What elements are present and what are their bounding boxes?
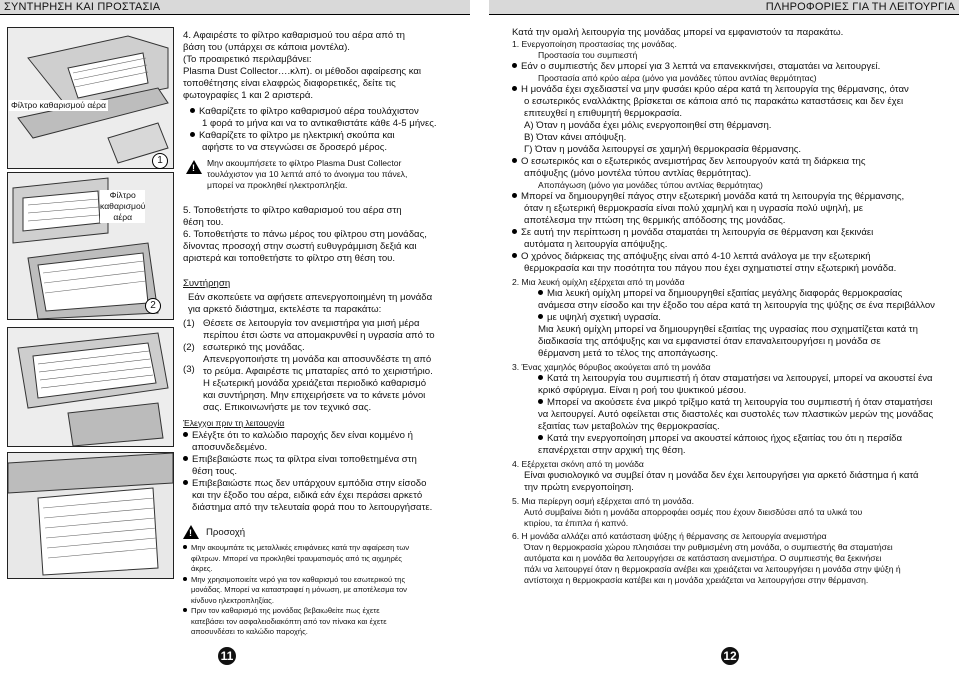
bullet-icon (190, 108, 195, 113)
bullet-text: Ο χρόνος διάρκειας της απόψυξης είναι από 4-10 λεπτά ανάλογα με την εξωτερική (521, 251, 871, 262)
bullet-text: κρικό σφύριγμα. Είναι η ροή του ψυκτικού μέσου. (538, 385, 747, 396)
label-air-filter-2-line2: καθαρισμού (100, 201, 146, 211)
section-1-title: 1. Ενεργοποίηση προστασίας της μονάδας. (512, 39, 677, 49)
maintenance-intro-line: Εάν σκοπεύετε να αφήσετε απενεργοποιημένη τη μονάδα (188, 292, 433, 303)
section-6-text: αυτόματα και η μονάδα θα λειτουργήσει σε κατάσταση ανεμιστήρα. Ο συμπιεστής θα ξεκινήσει (524, 553, 882, 563)
bullet-icon (183, 545, 187, 549)
label-air-filter-1: Φίλτρο καθαρισμού αέρα (11, 100, 106, 110)
bullet-text: Κατά την ενεργοποίηση μπορεί να ακουστεί κάποιος ήχος εξαιτίας του ότι η περσίδα (547, 433, 903, 444)
bullet-icon (183, 456, 188, 461)
step-5 (183, 205, 458, 229)
step-6-line: αριστερά και τοποθετήστε το φίλτρο στη θέση του. (183, 253, 396, 264)
step-4-line: βάση του (υπάρχει σε κάποια μοντέλα). (183, 42, 350, 53)
pre-operation-checks (183, 430, 468, 514)
maintenance-line: σας. Επικοινωνήστε με τον τεχνικό σας. (203, 402, 372, 413)
section-6-text: Όταν η θερμοκρασία χώρου πλησιάσει την ρυθμισμένη στη μονάδα, ο συμπιεστής θα σταματήσει (524, 542, 893, 552)
list-item: Β) Όταν κάνει απόψυξη. (524, 132, 627, 143)
bullet-icon (183, 577, 187, 581)
caution-text: Πριν τον καθαρισμό της μονάδας βεβαιωθείτε πως έχετε (191, 606, 380, 615)
bullet-icon (512, 158, 517, 163)
bullet-text: αφήστε το να στεγνώσει σε δροσερό μέρος. (202, 142, 388, 153)
bullet-text: Μια λευκή ομίχλη μπορεί να δημιουργηθεί εξαιτίας μεγάλης διαφοράς θερμοκρασίας (547, 288, 903, 299)
maintenance-num-3: (3) (183, 364, 195, 375)
section-5-text: κτιρίου, τα έπιπλα ή καπνό. (524, 518, 629, 528)
bullet-text: ο εσωτερικός εναλλάκτης βρίσκεται σε κάποια από τις παρακάτω καταστάσεις και δεν έχει (524, 96, 904, 107)
step-4-line: τοποθέτησης είναι ελαφρώς διαφορετικές, δείτε τις (183, 78, 396, 89)
check-text: αποσυνδεδεμένο. (192, 442, 268, 453)
maintenance-num-2: (2) (183, 342, 195, 353)
check-text: Επιβεβαιώστε πως τα φίλτρα είναι τοποθετημένα στη (192, 454, 417, 465)
bullet-text: απόψυξης (μόνο μοντέλα τύπου αντλίας θερμότητας). (524, 168, 752, 179)
maintenance-line: Θέσετε σε λειτουργία τον ανεμιστήρα για μισή μέρα (203, 318, 420, 329)
bullet-text: Μπορεί να ακούσετε ένα μικρό τρίξιμο κατά τη λειτουργία του συμπιεστή ή όταν σταματήσει (547, 397, 933, 408)
maintenance-intro (188, 292, 468, 316)
bullet-text: αποτέλεσμα την πτώση της θερμικής απόδοσης της μονάδας. (524, 215, 786, 226)
maintenance-steps (203, 318, 473, 414)
bullet-text: ανάμεσα στην είσοδο και την έξοδο του αέρα κατά τη λειτουργία της ψύξης σε ένα περιβάλλον (538, 300, 935, 311)
step-5-line: θέση του. (183, 217, 224, 228)
check-text: Ελέγξτε ότι το καλώδιο παροχής δεν είναι κομμένο ή (192, 430, 413, 441)
bullet-text: εξαιτίας των μεταβολών της θερμοκρασίας. (538, 421, 720, 432)
right-page-header: ΠΛΗΡΟΦΟΡΙΕΣ ΓΙΑ ΤΗ ΛΕΙΤΟΥΡΓΙΑ (489, 0, 959, 14)
step-6 (183, 229, 463, 265)
warning-line: τουλάχιστον για 10 λεπτά από το άνοιγμα του πάνελ, (207, 169, 408, 179)
right-header-rule (489, 14, 959, 15)
bullet-text: αυτόματα η λειτουργία απόψυξης. (524, 239, 668, 250)
bullet-icon (183, 480, 188, 485)
bullet-icon (190, 132, 195, 137)
bullet-text: Η μονάδα έχει σχεδιαστεί να μην φυσάει κρύο αέρα κατά τη λειτουργία της θέρμανσης, όταν (521, 84, 909, 95)
list-item: Γ) Όταν η μονάδα λειτουργεί σε χαμηλή θερμοκρασία θέρμανσης. (524, 144, 802, 155)
bullet-text: επανέρχεται στην αρχική της θέση. (538, 445, 686, 456)
warning-line: μπορεί να προκληθεί ηλεκτροπληξία. (207, 180, 348, 190)
bullet-icon (512, 229, 517, 234)
bullet-text: θερμοκρασία και την ποσότητα του πάγου που έχει σχηματιστεί στην εξωτερική μονάδα. (524, 263, 897, 274)
figure-number-2: 2 (145, 298, 161, 314)
left-page-header: ΣΥΝΤΗΡΗΣΗ ΚΑΙ ΠΡΟΣΤΑΣΙΑ (0, 0, 470, 14)
bullet-icon (538, 435, 543, 440)
label-air-filter-2-line1: Φίλτρο (109, 190, 136, 200)
maintenance-line: περίπου έτσι ώστε να απομακρυνθεί η υγρασία από το (203, 330, 435, 341)
section-2-title: 2. Μια λευκή ομίχλη εξέρχεται από τη μονάδα (512, 277, 685, 287)
section-4-title: 4. Εξέρχεται σκόνη από τη μονάδα (512, 459, 644, 469)
list-item: Α) Όταν η μονάδα έχει μόλις ενεργοποιηθεί στη θέρμανση. (524, 120, 772, 131)
check-text: και την έξοδο του αέρα, ειδικά εάν έχει περάσει αρκετό (192, 490, 423, 501)
section-6-title: 6. Η μονάδα αλλάζει από κατάσταση ψύξης ή θέρμανσης σε λειτουργία ανεμιστήρα (512, 531, 827, 541)
right-page-content (512, 27, 952, 586)
bullet-icon (512, 193, 517, 198)
step-5-line: 5. Τοποθετήστε το φίλτρο καθαρισμού του αέρα στη (183, 205, 402, 216)
bullet-text: θέρμανση μετά το τέλος της αποπάγωσης. (538, 348, 719, 359)
figure-number-1: 1 (152, 153, 168, 169)
bullet-text: Μπορεί να δημιουργηθεί πάγος στην εξωτερική μονάδα κατά τη λειτουργία της θέρμανσης, (521, 191, 905, 202)
warning-plasma (207, 158, 462, 191)
maintenance-line: και συντήρηση. Μην επιχειρήσετε να το κάνετε μόνοι (203, 390, 426, 401)
section-5-text: Αυτό συμβαίνει διότι η μονάδα απορροφάει οσμές που έχουν διεισδύσει από τα υλικά του (524, 507, 863, 517)
label-air-filter-2 (100, 190, 145, 223)
maintenance-line: εσωτερικό της μονάδας. (203, 342, 305, 353)
bullet-icon (183, 432, 188, 437)
figure-filter-detail (7, 327, 174, 447)
intro-text: Κατά την ομαλή λειτουργία της μονάδας μπορεί να εμφανιστούν τα παρακάτω. (512, 27, 844, 38)
bullet-icon (538, 375, 543, 380)
warning-icon (186, 160, 202, 179)
bullet-text: Καθαρίζετε το φίλτρο με ηλεκτρική σκούπα και (199, 130, 395, 141)
bullet-icon (512, 63, 517, 68)
step-4 (183, 30, 453, 102)
step-4-line: φωτογραφίες 1 και 2 αριστερά. (183, 90, 314, 101)
maintenance-num-1: (1) (183, 318, 195, 329)
step-4-line: (Το προαιρετικό περιλαμβάνει: (183, 54, 312, 65)
label-air-filter-2-line3: αέρα (113, 212, 133, 222)
section-5-title: 5. Μια περίεργη οσμή εξέρχεται από τη μονάδα. (512, 496, 694, 506)
caution-text: αποσυνδέσει το καλώδιο παροχής. (191, 627, 308, 636)
caution-text: κίνδυνο ηλεκτροπληξίας. (191, 595, 274, 605)
bullet-text: με υψηλή σχετική υγρασία. (547, 312, 661, 323)
check-text: διάστημα από την τελευταία φορά που το λειτουργήσατε. (192, 502, 433, 513)
pre-operation-checks-title: Έλεγχοι πριν τη λειτουργία (183, 418, 285, 428)
maintenance-line: Απενεργοποιήστε τη μονάδα και αποσυνδέστε τη από (203, 354, 432, 365)
bullet-icon (183, 608, 187, 612)
bullet-text: να λειτουργεί. Αυτό οφείλεται στις διαστολές και συστολές των πλαστικών μερών της μονάδας (538, 409, 934, 420)
bullet-text: Μια λευκή ομίχλη μπορεί να δημιουργηθεί εξαιτίας της υγρασίας που σχηματίζεται κατά τη (538, 324, 918, 335)
section-3-title: 3. Ένας χαμηλός θόρυβος ακούγεται από τη μονάδα (512, 362, 711, 372)
maintenance-title: Συντήρηση (183, 278, 231, 289)
bullet-icon (512, 253, 517, 258)
step-4-line: 4. Αφαιρέστε το φίλτρο καθαρισμού του αέρα από τη (183, 30, 405, 41)
warning-line: Μην ακουμπήσετε το φίλτρο Plasma Dust Collector (207, 158, 402, 168)
maintenance-intro-line: για αρκετό διάστημα, εκτελέστε τα παρακάτω: (188, 304, 382, 315)
maintenance-line: το ρεύμα. Αφαιρέστε τις μπαταρίες από το χειριστήριο. (203, 366, 433, 377)
bullet-text: διαδικασία της απόψυξης και να εμφανιστεί όταν επαναλειτουργήσει η μονάδα σε (538, 336, 881, 347)
bullet-text: Κατά τη λειτουργία του συμπιεστή ή όταν σταματήσει να λειτουργεί, μπορεί να ακουστεί ένα (547, 373, 933, 384)
caution-text: άκρες. (191, 564, 213, 573)
page-number-right: 12 (721, 647, 739, 665)
section-6-text: πάλι να λειτουργεί όταν η θερμοκρασία ανέβει και χρειάζεται να λειτουργήσει η μονάδα στην ψύξη ή (524, 564, 901, 574)
maintenance-line: Η εξωτερική μονάδα χρειάζεται περιοδικό καθαρισμό (203, 378, 427, 389)
step-6-line: 6. Τοποθετήστε το πάνω μέρος του φίλτρου στη μονάδας, (183, 229, 427, 240)
section-4-text: Είναι φυσιολογικό να συμβεί όταν η μονάδα δεν έχει λειτουργήσει για αρκετό διάστημα ή κατά (524, 470, 919, 481)
bullet-icon (538, 399, 543, 404)
bullet-text: όταν η εξωτερική θερμοκρασία είναι πολύ χαμηλή και η υγρασία πολύ υψηλή, με (524, 203, 864, 214)
section-6-text: αντίστοιχα η θερμοκρασία κατέβει και η μονάδα χρειάζεται να λειτουργήσει στην θέρμανση. (524, 575, 869, 585)
bullet-icon (512, 86, 517, 91)
page-number-left: 11 (218, 647, 236, 665)
section-4-text: την πρώτη ενεργοποίηση. (524, 482, 634, 493)
caution-text: φίλτρων. Μπορεί να προκληθεί τραυματισμός από τις αιχμηρές (191, 553, 402, 563)
defrost-title: Αποπάγωση (μόνο για μονάδες τύπου αντλίας θερμότητας) (538, 180, 763, 190)
bullet-text: επιτευχθεί η επιθυμητή θερμοκρασία. (524, 108, 683, 119)
check-text: θέση τους. (192, 466, 238, 477)
caution-text: κατεβάσει τον ασφαλειοδιακόπτη από τον πίνακα και έχετε (191, 616, 387, 626)
bullet-icon (538, 314, 543, 319)
caution-text: Μην ακουμπάτε τις μεταλλικές επιφάνειες κατά την αφαίρεση των (191, 543, 410, 552)
figure-filter-insert (7, 452, 174, 579)
left-header-rule (0, 14, 470, 15)
caution-text: Μην χρησιμοποιείτε νερό για τον καθαρισμό του εσωτερικού της (191, 574, 406, 584)
caution-list (183, 543, 468, 638)
step-4-line: Plasma Dust Collector….κλπ). οι μέθοδοι αφαίρεσης και (183, 66, 422, 77)
bullet-text: Σε αυτή την περίπτωση η μονάδα σταματάει τη λειτουργία σε θέρμανση και ξεκινάει (521, 227, 874, 238)
bullet-text: 1 φορά το μήνα και να το αντικαθιστάτε κάθε 4-5 μήνες. (202, 118, 437, 129)
caution-title: Προσοχή (206, 527, 246, 538)
bullet-text: Καθαρίζετε το φίλτρο καθαρισμού αέρα τουλάχιστον (199, 106, 419, 117)
figure-filter-removal-1 (7, 27, 174, 169)
bullet-text: Ο εσωτερικός και ο εξωτερικός ανεμιστήρας δεν λειτουργούν κατά τη διάρκεια της (521, 156, 866, 167)
caution-icon (183, 525, 199, 544)
step-6-line: δίνοντας προσοχή στην σωστή ευθυγράμμιση δεξιά και (183, 241, 417, 252)
caution-text: μονάδας. Μπορεί να καταστραφεί η μόνωση, με αποτέλεσμα τον (191, 585, 407, 594)
check-text: Επιβεβαιώστε πως δεν υπάρχουν εμπόδια στην είσοδο (192, 478, 427, 489)
compressor-protection-title: Προστασία του συμπιεστή (538, 50, 638, 60)
bullet-clean-monthly (190, 106, 460, 154)
bullet-text: Εάν ο συμπιεστής δεν μπορεί για 3 λεπτά να επανεκκινήσει, σταματάει να λειτουργεί. (521, 61, 881, 72)
bullet-icon (538, 290, 543, 295)
cold-air-protection-title: Προστασία από κρύο αέρα (μόνο για μονάδες τύπου αντλίας θερμότητας) (538, 73, 817, 83)
